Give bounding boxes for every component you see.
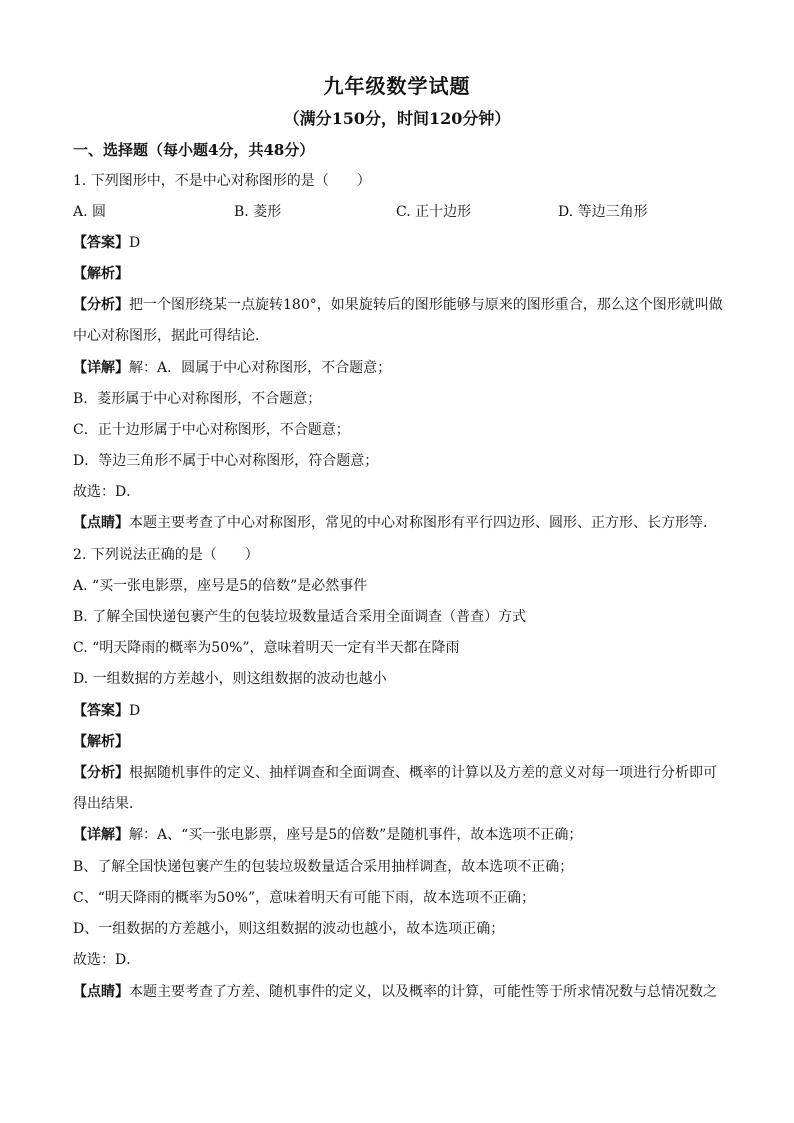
question-1-stem: 1. 下列图形中，不是中心对称图形的是（ ）: [73, 173, 371, 189]
page-subtitle: （满分150分，时间120分钟）: [283, 109, 511, 128]
q1-detail-line3: C．正十边形属于中心对称图形，不合题意；: [73, 422, 350, 438]
comment-tag: 【点睛】: [73, 515, 129, 531]
q1-fenxi-line1: [73, 295, 723, 315]
q2-option-d: D. 一组数据的方差越小，则这组数据的波动也越小: [73, 671, 387, 687]
detail-text: 解：A、“买一张电影票，座号是5的倍数”是随机事件，故本选项不正确；: [129, 827, 583, 843]
fenxi-text: 根据随机事件的定义、抽样调查和全面调查、概率的计算以及方差的意义对每一项进行分析即可: [129, 765, 717, 781]
q1-detail-line4: D．等边三角形不属于中心对称图形，符合题意；: [73, 453, 379, 469]
q2-choice: 故选：D．: [73, 952, 141, 968]
question-2-stem: 2. 下列说法正确的是（ ）: [73, 547, 259, 563]
fenxi-text: 把一个图形绕某一点旋转180°，如果旋转后的图形能够与原来的图形重合，那么这个图形就叫做: [129, 297, 723, 313]
q2-option-b: B. 了解全国快递包裹产生的包装垃圾数量适合采用全面调查（普查）方式: [73, 609, 527, 625]
q2-comment: [73, 982, 717, 1002]
q1-detail-line1: [73, 358, 391, 378]
q1-option-a: A. 圆: [73, 204, 107, 220]
q2-answer: [73, 701, 140, 721]
answer-tag: 【答案】: [73, 703, 129, 719]
q2-fenxi-line1: [73, 763, 717, 783]
q1-answer: [73, 233, 140, 253]
comment-tag: 【点睛】: [73, 984, 129, 1000]
q1-option-b: B. 菱形: [234, 204, 282, 220]
answer-tag: 【答案】: [73, 235, 129, 251]
answer-value: D: [129, 703, 141, 719]
q1-fenxi-line2: 中心对称图形，据此可得结论．: [73, 328, 269, 344]
q2-option-c: C. “明天降雨的概率为50%”，意味着明天一定有半天都在降雨: [73, 640, 460, 656]
section-heading: 一、选择题（每小题4分，共48分）: [73, 141, 315, 159]
detail-tag: 【详解】: [73, 360, 129, 376]
comment-text: 本题主要考查了中心对称图形，常见的中心对称图形有平行四边形、圆形、正方形、长方形等．: [129, 515, 717, 531]
detail-tag: 【详解】: [73, 827, 129, 843]
detail-text: 解：A．圆属于中心对称图形，不合题意；: [129, 360, 392, 376]
q1-choice: 故选：D．: [73, 484, 141, 500]
q1-analysis-tag: [73, 264, 129, 284]
page-title: 九年级数学试题: [323, 74, 471, 98]
q2-fenxi-line2: 得出结果．: [73, 796, 143, 812]
q1-option-c: C. 正十边形: [396, 204, 472, 220]
q1-option-d: D. 等边三角形: [558, 204, 648, 220]
fenxi-tag: 【分析】: [73, 765, 129, 781]
comment-text: 本题主要考查了方差、随机事件的定义，以及概率的计算，可能性等于所求情况数与总情况数之: [129, 984, 717, 1000]
analysis-tag: 【解析】: [73, 266, 129, 282]
q2-analysis-tag: [73, 732, 129, 752]
q2-option-a: A. “买一张电影票，座号是5的倍数”是必然事件: [73, 578, 368, 594]
q1-comment: [73, 513, 717, 533]
q2-detail-line1: [73, 825, 582, 845]
q1-detail-line2: B．菱形属于中心对称图形，不合题意；: [73, 391, 322, 407]
fenxi-tag: 【分析】: [73, 297, 129, 313]
analysis-tag: 【解析】: [73, 734, 129, 750]
answer-value: D: [129, 235, 141, 251]
q2-detail-line4: D、一组数据的方差越小，则这组数据的波动也越小，故本选项正确；: [73, 921, 505, 937]
q2-detail-line2: B、了解全国快递包裹产生的包装垃圾数量适合采用抽样调查，故本选项不正确；: [73, 859, 574, 875]
q2-detail-line3: C、“明天降雨的概率为50%”，意味着明天有可能下雨，故本选项不正确；: [73, 890, 536, 906]
